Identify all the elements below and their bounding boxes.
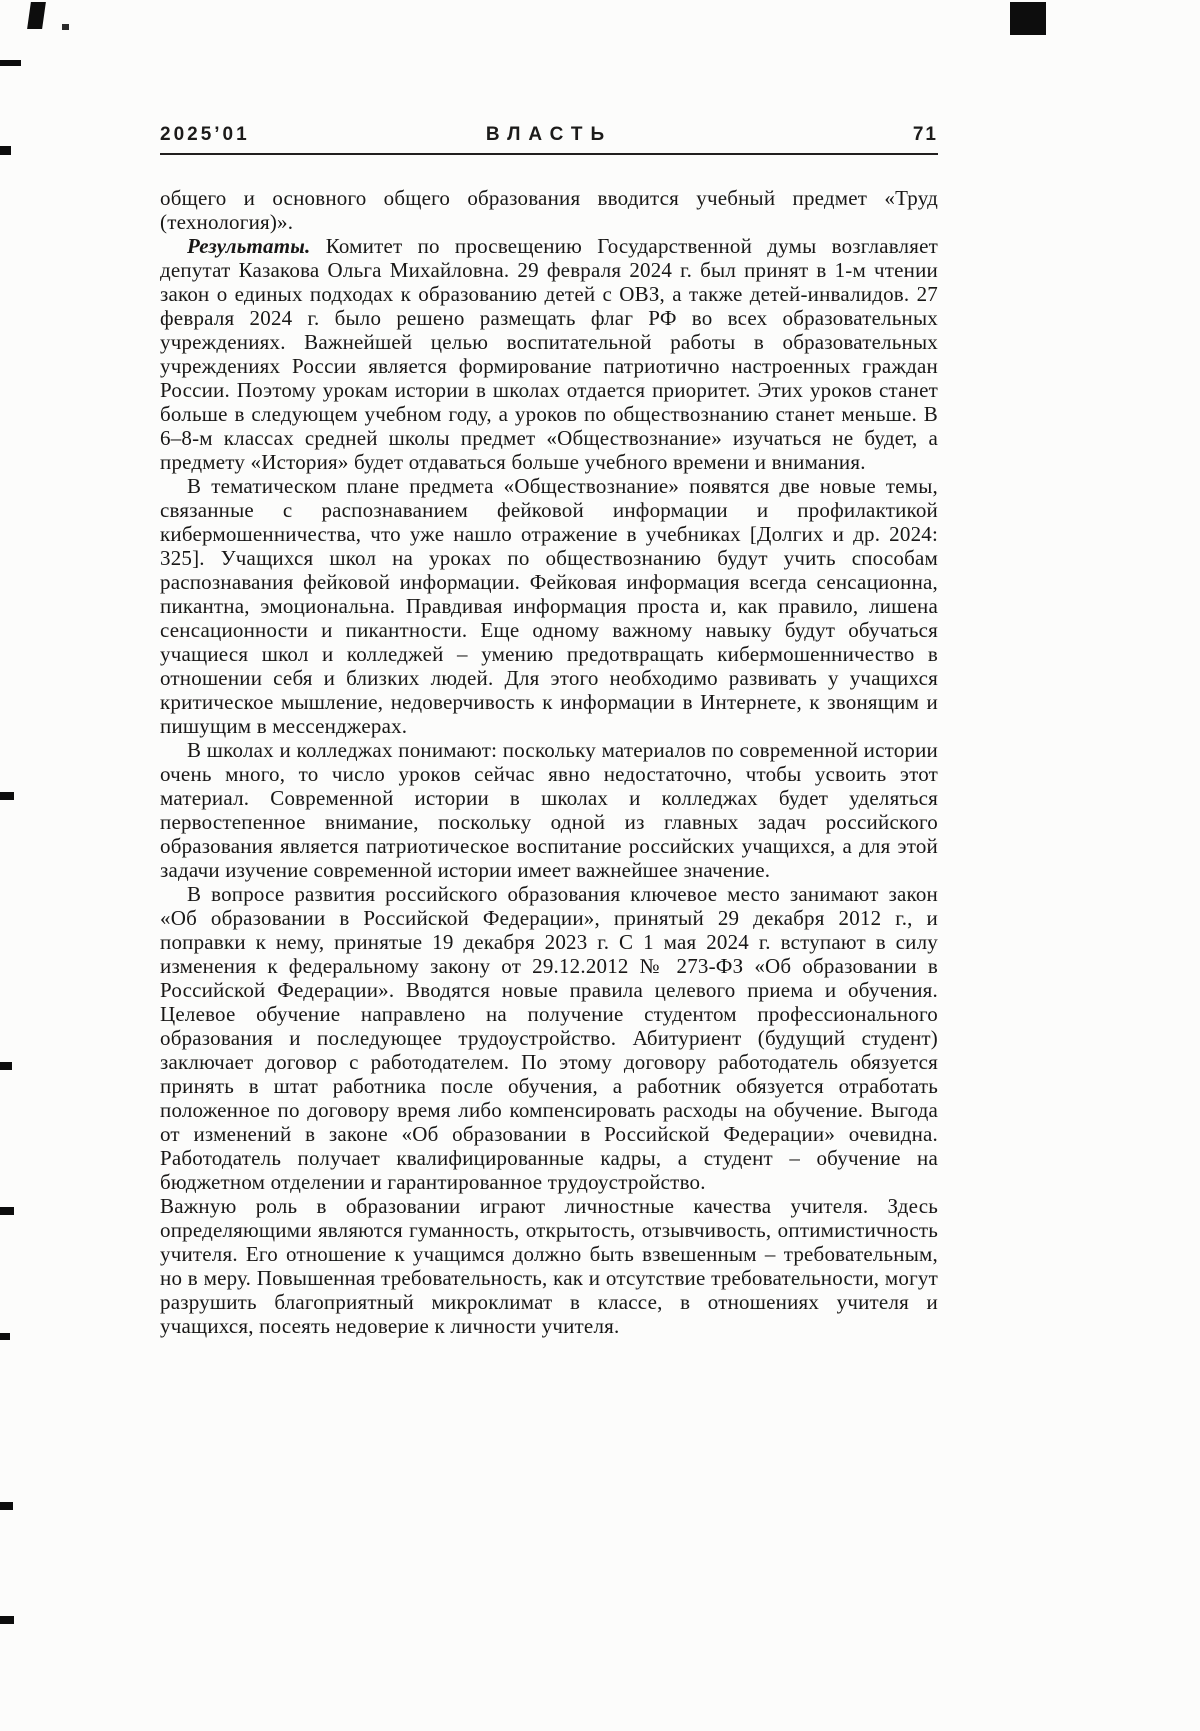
scan-artifact-left-tick-5 xyxy=(0,1207,14,1215)
scan-artifact-top-right-square xyxy=(1010,2,1046,35)
scan-artifact-left-tick-3 xyxy=(0,792,14,800)
scan-artifact-left-tick-8 xyxy=(0,1616,14,1624)
issue-number: 2025’01 xyxy=(160,124,250,145)
paragraph-text: В школах и колледжах понимают: поскольку материалов по современной истории очень много, то число уроков сейчас явно недостаточно, чтобы усвоить этот материал. Современной истории в школах и колледжах будет уделяться первостепенное внимание, поскольку одной из главных задач российского образования является патриотическое воспитание российских учащихся, а для этой задачи изучение современной истории имеет важнейшее значение. xyxy=(160,738,938,882)
paragraph-education-law xyxy=(160,882,938,1194)
paragraph-text: Комитет по просвещению Государственной думы возглавляет депутат Казакова Ольга Михайловна. 29 февраля 2024 г. был принят в 1-м чтении закон о единых подходах к образованию детей с ОВЗ, а также детей-инвалидов. 27 февраля 2024 г. было решено размещать флаг РФ во всех образовательных учреждениях. Важнейшей целью воспитательной работы в образовательных учреждениях России является формирование патриотично настроенных граждан России. Поэтому урокам истории в школах отдается приоритет. Этих уроков станет больше в следующем учебном году, а уроков по обществознанию станет меньше. В 6–8-м классах средней школы предмет «Обществознание» изучаться не будет, а предмету «История» будет отдаваться больше учебного времени и внимания. xyxy=(160,234,938,474)
paragraph-fake-news xyxy=(160,474,938,738)
scan-artifact-left-tick-2 xyxy=(0,146,11,155)
scan-artifact-left-tick-7 xyxy=(0,1502,13,1510)
scan-artifact-left-tick-6 xyxy=(0,1333,10,1340)
journal-title: ВЛАСТЬ xyxy=(485,124,613,145)
paragraph-results xyxy=(160,234,938,474)
paragraph-continuation xyxy=(160,186,938,234)
paragraph-teacher-qualities xyxy=(160,1194,938,1338)
paragraph-text: общего и основного общего образования вводится учебный предмет «Труд (технология)». xyxy=(160,186,938,234)
paragraph-modern-history xyxy=(160,738,938,882)
results-lead-label: Результаты. xyxy=(187,234,311,258)
scan-artifact-left-tick-1 xyxy=(0,60,21,66)
paragraph-text: В вопросе развития российского образования ключевое место занимают закон «Об образовании в Российской Федерации», принятый 29 декабря 2012 г., и поправки к нему, принятые 19 декабря 2023 г. С 1 мая 2024 г. вступают в силу изменения к федеральному закону от 29.12.2012 № 273-ФЗ «Об образовании в Российской Федерации». Вводятся новые правила целевого приема и обучения. Целевое обучение направлено на получение студентом профессионального образования и последующее трудоустройство. Абитуриент (будущий студент) заключает договор с работодателем. По этому договору работодатель обязуется принять в штат работника после обучения, а работник обязуется отработать положенное по договору время либо компенсировать расходы на обучение. Выгода от изменений в законе «Об образовании в Российской Федерации» очевидна. Работодатель получает квалифицированные кадры, а студент – обучение на бюджетном отделении и гарантированное трудоустройство. xyxy=(160,882,938,1194)
running-head xyxy=(160,124,938,146)
scan-artifact-top-left-dot xyxy=(62,24,69,30)
article-body xyxy=(160,186,938,1338)
paragraph-text: Важную роль в образовании играют личностные качества учителя. Здесь определяющими являются гуманность, открытость, отзывчивость, оптимистичность учителя. Его отношение к учащимся должно быть взвешенным – требовательным, но в меру. Повышенная требовательность, как и отсутствие требовательности, могут разрушить благоприятный микроклимат в классе, в отношениях учителя и учащихся, посеять недоверие к личности учителя. xyxy=(160,1194,938,1338)
page-number: 71 xyxy=(912,124,938,145)
paragraph-text: В тематическом плане предмета «Обществознание» появятся две новые темы, связанные с распознаванием фейковой информации и профилактикой кибермошенничества, что уже нашло отражение в учебниках [Долгих и др. 2024: 325]. Учащихся школ на уроках по обществознанию будут учить способам распознавания фейковой информации. Фейковая информация всегда сенсационна, пикантна, эмоциональна. Правдивая информация проста и, как правило, лишена сенсационности и пикантности. Еще одному важному навыку будут обучаться учащиеся школ и колледжей – умению предотвращать кибермошенничество в отношении себя и близких людей. Для этого необходимо развивать у учащихся критическое мышление, недоверчивость к информации в Интернете, к звонящим и пишущим в мессенджерах. xyxy=(160,474,938,738)
scan-artifact-top-left xyxy=(27,2,46,29)
scan-artifact-left-tick-4 xyxy=(0,1062,12,1070)
header-rule xyxy=(160,153,938,155)
